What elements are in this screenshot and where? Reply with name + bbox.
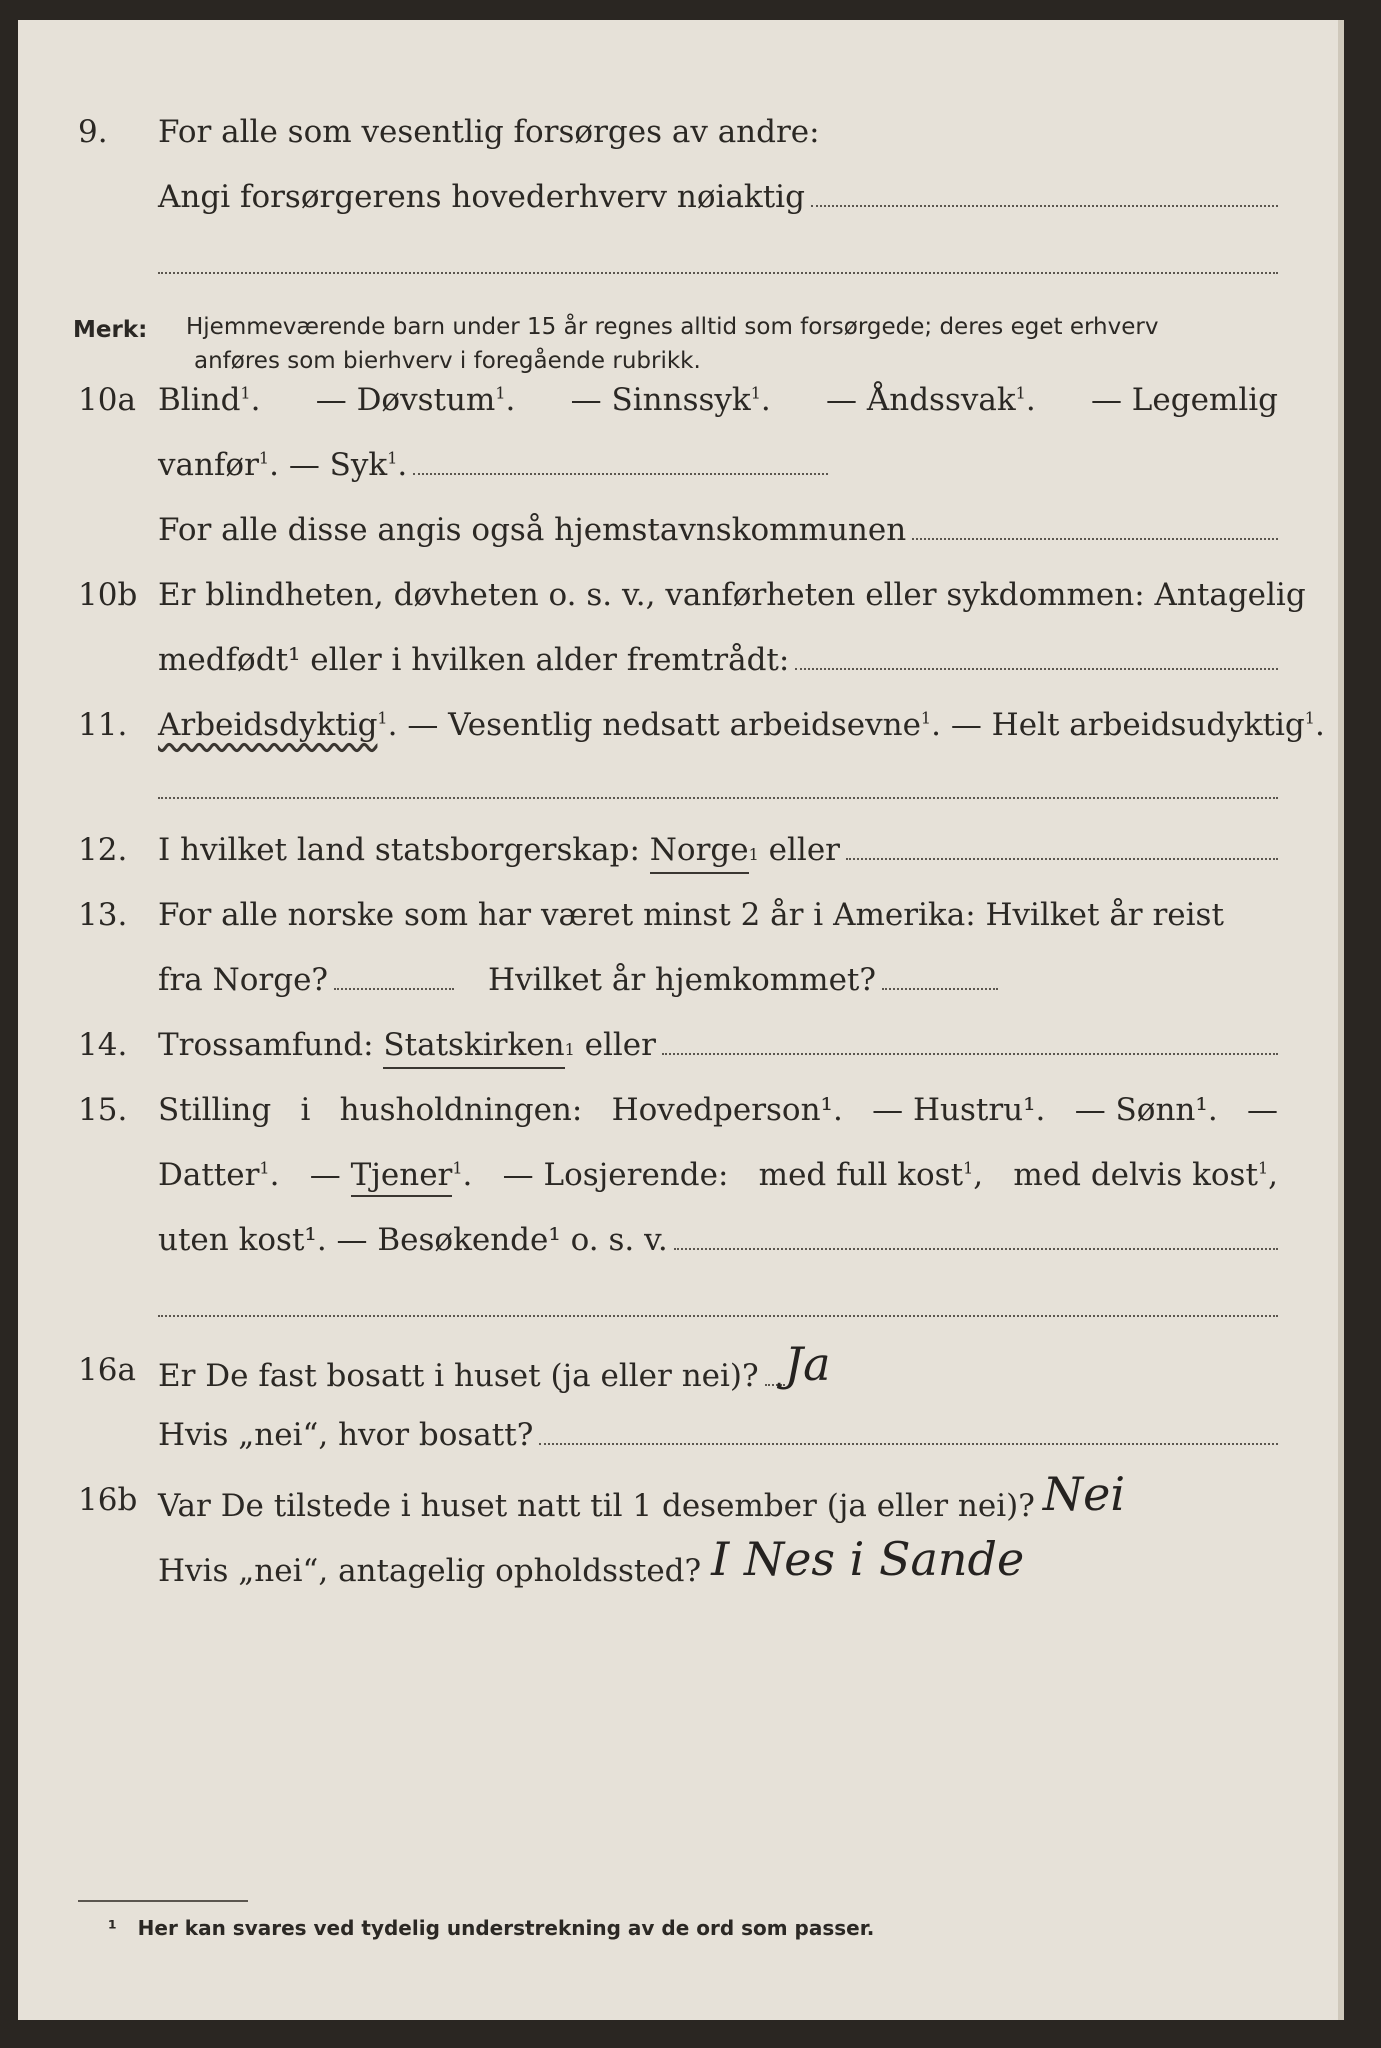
q15-text3: uten kost¹. — Besøkende¹ o. s. v. (158, 1222, 668, 1258)
q13-hjemkommet-answer-line[interactable] (882, 962, 998, 990)
q15-opt-datter[interactable]: Datter$^1$. (158, 1157, 280, 1193)
q9-number: 9. (78, 114, 108, 150)
q13-text2a: fra Norge? (158, 962, 329, 998)
q10a-kommune-answer-line[interactable] (912, 512, 1278, 540)
q13-text2b: Hvilket år hjemkommet? (488, 962, 877, 998)
q15-opt-full-kost[interactable]: med full kost$^1$, (758, 1157, 984, 1193)
q10a-opt-legemlig: — Legemlig (1090, 382, 1278, 418)
census-form-page: 9. For alle som vesentlig forsørges av andre: Angi forsørgerens hovederhverv nøiaktig Merk: Hjemmeværende barn under 15 år regnes alltid som forsørgede; deres eget erhverv anføres som bierhverv i foregående rubrikk. 10a Blind$^1$. — Døvstum$^1$. — Sinnssyk$^1$. — Åndssvak$^1$. — Legemlig vanfør$^1$. — Syk$^1$. For alle disse angis også hjemstavnskommunen 10b Er blindheten, døvheten o. s. v., vanførheten eller sykdommen: Antagelig medfødt¹ eller i hvilken alder fremtrådt: 11. Arbeidsdyktig$^1$. — Vesentlig nedsatt arbeidsevne$^1$. — Helt arbeidsudyktig$^1$. 12. I hvilket land statsborgerskap: Norge 1 eller 13. For alle norske som har været minst 2 år i Amerika: Hvilket år reist fra Norge? Hvilket år hjemkommet? 14. Trossamfund: Statskirken 1 eller 15. Stilling i husholdningen: Hovedperson¹. — Hustru¹. — Sønn¹. — Datter$^1$. — Tjener$^1$. — Losjerende: med full kost$^1$, med delvis kost$^1$, uten kost¹. — Besøkende¹ o. s. v. 16a Er De fast bosatt i huset (ja eller nei)? Ja Hvis „nei“, hvor bosatt? 16b Var De tilstede i huset natt til 1 desember (ja eller nei)? Nei Hvis „nei“, antagelig opholdssted? I Nes i Sande ¹ Her kan svares ved tydelig understrekning av de ord som passer. (18, 20, 1344, 2020)
footnote (108, 1916, 874, 1940)
q15-opt-hustru[interactable]: — Hustru¹. (872, 1092, 1046, 1128)
q9-answer-line-2[interactable] (158, 270, 1278, 274)
q15-word-stilling: Stilling (158, 1092, 272, 1128)
q14-eller: eller (584, 1027, 656, 1063)
q16b-handwritten-place: I Nes i Sande (711, 1532, 1025, 1586)
q10a-opt-vanfor: vanfør$^1$. (158, 447, 289, 483)
q16b-text2: Hvis „nei“, antagelig opholdssted? (158, 1553, 702, 1589)
q10b-text1: Er blindheten, døvheten o. s. v., vanførheten eller sykdommen: Antagelig (158, 577, 1306, 613)
footnote-text: Her kan svares ved tydelig understrekning av de ord som passer. (137, 1916, 875, 1940)
q15-opt-hovedperson[interactable]: Hovedperson¹. (611, 1092, 843, 1128)
q11-opt-udyktig[interactable]: — Helt arbeidsudyktig (950, 707, 1305, 743)
q15-opt-tjener[interactable]: — Tjener$^1$. (310, 1155, 473, 1195)
q16a-text2: Hvis „nei“, hvor bosatt? (158, 1417, 534, 1453)
q16a-bosatt-answer-line[interactable] (539, 1417, 1278, 1445)
q10a-text3: For alle disse angis også hjemstavnskommunen (158, 512, 907, 548)
q15-answer-line[interactable] (674, 1222, 1278, 1250)
q9-text1: For alle som vesentlig forsørges av andre: (158, 114, 820, 150)
q10a-number: 10a (78, 382, 136, 418)
q15-word-husholdningen: husholdningen: (339, 1092, 583, 1128)
q9-answer-line[interactable] (811, 179, 1278, 207)
q15-opt-delvis-kost[interactable]: med delvis kost$^1$, (1013, 1157, 1278, 1193)
q11-opt-nedsatt[interactable]: — Vesentlig nedsatt arbeidsevne (407, 707, 921, 743)
q15-answer-line-2[interactable] (158, 1313, 1278, 1317)
q10a-opt-andssvak: — Åndssvak$^1$. (826, 382, 1036, 418)
q11-answer-line[interactable] (158, 795, 1278, 799)
q10a-opt-dovstum: — Døvstum$^1$. (315, 382, 516, 418)
q11-opt-arbeidsdyktig[interactable]: Arbeidsdyktig (158, 707, 378, 743)
q14-opt-statskirken[interactable]: Statskirken (383, 1025, 564, 1069)
q10b-answer-line[interactable] (795, 642, 1278, 670)
q14-text: Trossamfund: (158, 1027, 374, 1063)
q10a-opt-syk: — Syk$^1$. (288, 447, 408, 483)
q12-opt-norge[interactable]: Norge (650, 830, 749, 874)
q16b-text1: Var De tilstede i huset natt til 1 desember (ja eller nei)? (158, 1488, 1035, 1524)
q15-losjerende: — Losjerende: (502, 1157, 729, 1193)
q12-answer-line[interactable] (846, 832, 1278, 860)
q13-text1: For alle norske som har været minst 2 år i Amerika: Hvilket år reist (158, 897, 1224, 933)
q10a-syk-answer-line[interactable] (413, 447, 828, 475)
q13-reist-answer-line[interactable] (334, 962, 454, 990)
merk-text (186, 310, 1278, 378)
q15-dash: — (1246, 1092, 1278, 1128)
footnote-rule (78, 1900, 248, 1902)
q16a-answer-line[interactable] (765, 1358, 785, 1386)
q15-word-i: i (300, 1092, 311, 1128)
q12-text: I hvilket land statsborgerskap: (158, 832, 640, 868)
q16a-text1: Er De fast bosatt i huset (ja eller nei)? (158, 1358, 759, 1394)
q16b-handwritten-answer: Nei (1042, 1467, 1126, 1521)
q10a-opt-sinnssyk: — Sinnssyk$^1$. (570, 382, 771, 418)
q10a-opt-blind: Blind$^1$. (158, 382, 261, 418)
merk-line2: anføres som bierhverv i foregående rubrikk. (194, 348, 701, 374)
q14-answer-line[interactable] (662, 1027, 1278, 1055)
q16b-number: 16b (78, 1482, 138, 1518)
q10b-text2: medfødt¹ eller i hvilken alder fremtrådt: (158, 642, 790, 678)
q15-opt-sonn[interactable]: — Sønn¹. (1074, 1092, 1218, 1128)
q14-number: 14. (78, 1027, 128, 1063)
q11-number: 11. (78, 707, 128, 743)
q9-text2: Angi forsørgerens hovederhverv nøiaktig (158, 179, 805, 215)
q13-number: 13. (78, 897, 128, 933)
merk-line1: Hjemmeværende barn under 15 år regnes alltid som forsørgede; deres eget erhverv (186, 314, 1159, 340)
q16a-handwritten-answer: Ja (784, 1337, 831, 1391)
q10b-number: 10b (78, 577, 138, 613)
q15-number: 15. (78, 1092, 128, 1128)
q12-eller: eller (768, 832, 840, 868)
q16a-number: 16a (78, 1352, 136, 1388)
q12-number: 12. (78, 832, 128, 868)
footnote-mark: ¹ (108, 1916, 117, 1940)
merk-label: Merk: (73, 317, 148, 343)
